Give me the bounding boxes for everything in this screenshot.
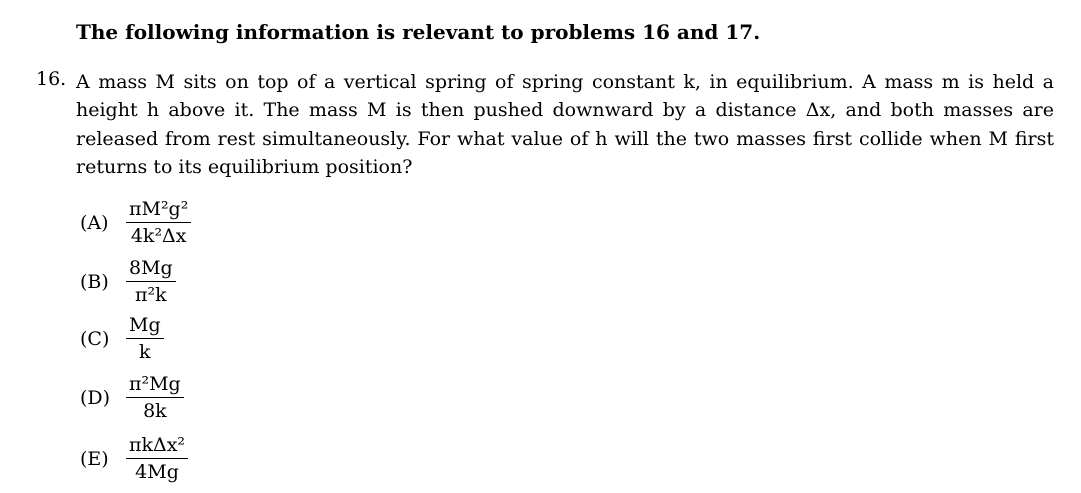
choice-e-label: (E) xyxy=(80,447,109,470)
choice-b-numerator: 8Mg xyxy=(126,257,176,282)
choice-b-denominator: π²k xyxy=(135,284,167,306)
choice-e-denominator: 4Mg xyxy=(135,461,179,483)
choice-c-label: (C) xyxy=(80,327,110,350)
choice-d-denominator: 8k xyxy=(143,400,167,422)
choice-e-fraction xyxy=(126,434,188,483)
choice-b-label: (B) xyxy=(80,270,109,293)
choice-c-numerator: Mg xyxy=(126,314,164,339)
choice-a xyxy=(80,198,191,247)
choice-e-numerator: πkΔx² xyxy=(126,434,188,459)
question-text: A mass M sits on top of a vertical spring of spring constant k, in equilibrium. A mass m is held a height h above it. The mass M is then pushed downward by a distance Δx, and both masses are released from rest simultaneously. For what value of h will the two masses first collide when M first returns to its equilibrium position? xyxy=(76,71,1054,178)
choice-d xyxy=(80,373,184,422)
choice-e xyxy=(80,434,188,483)
section-header: The following information is relevant to problems 16 and 17. xyxy=(76,20,761,44)
choice-a-fraction xyxy=(126,198,191,247)
choice-c-denominator: k xyxy=(139,341,151,363)
choice-d-label: (D) xyxy=(80,386,111,409)
choice-d-numerator: π²Mg xyxy=(126,373,184,398)
choice-c-fraction xyxy=(126,314,164,363)
choice-a-label: (A) xyxy=(80,211,109,234)
choice-c xyxy=(80,314,164,363)
choice-a-numerator: πM²g² xyxy=(126,198,191,223)
choice-b-fraction xyxy=(126,257,176,306)
question-number: 16. xyxy=(36,68,67,90)
choice-a-denominator: 4k²Δx xyxy=(130,225,187,247)
choice-d-fraction xyxy=(126,373,184,422)
choice-b xyxy=(80,257,176,306)
